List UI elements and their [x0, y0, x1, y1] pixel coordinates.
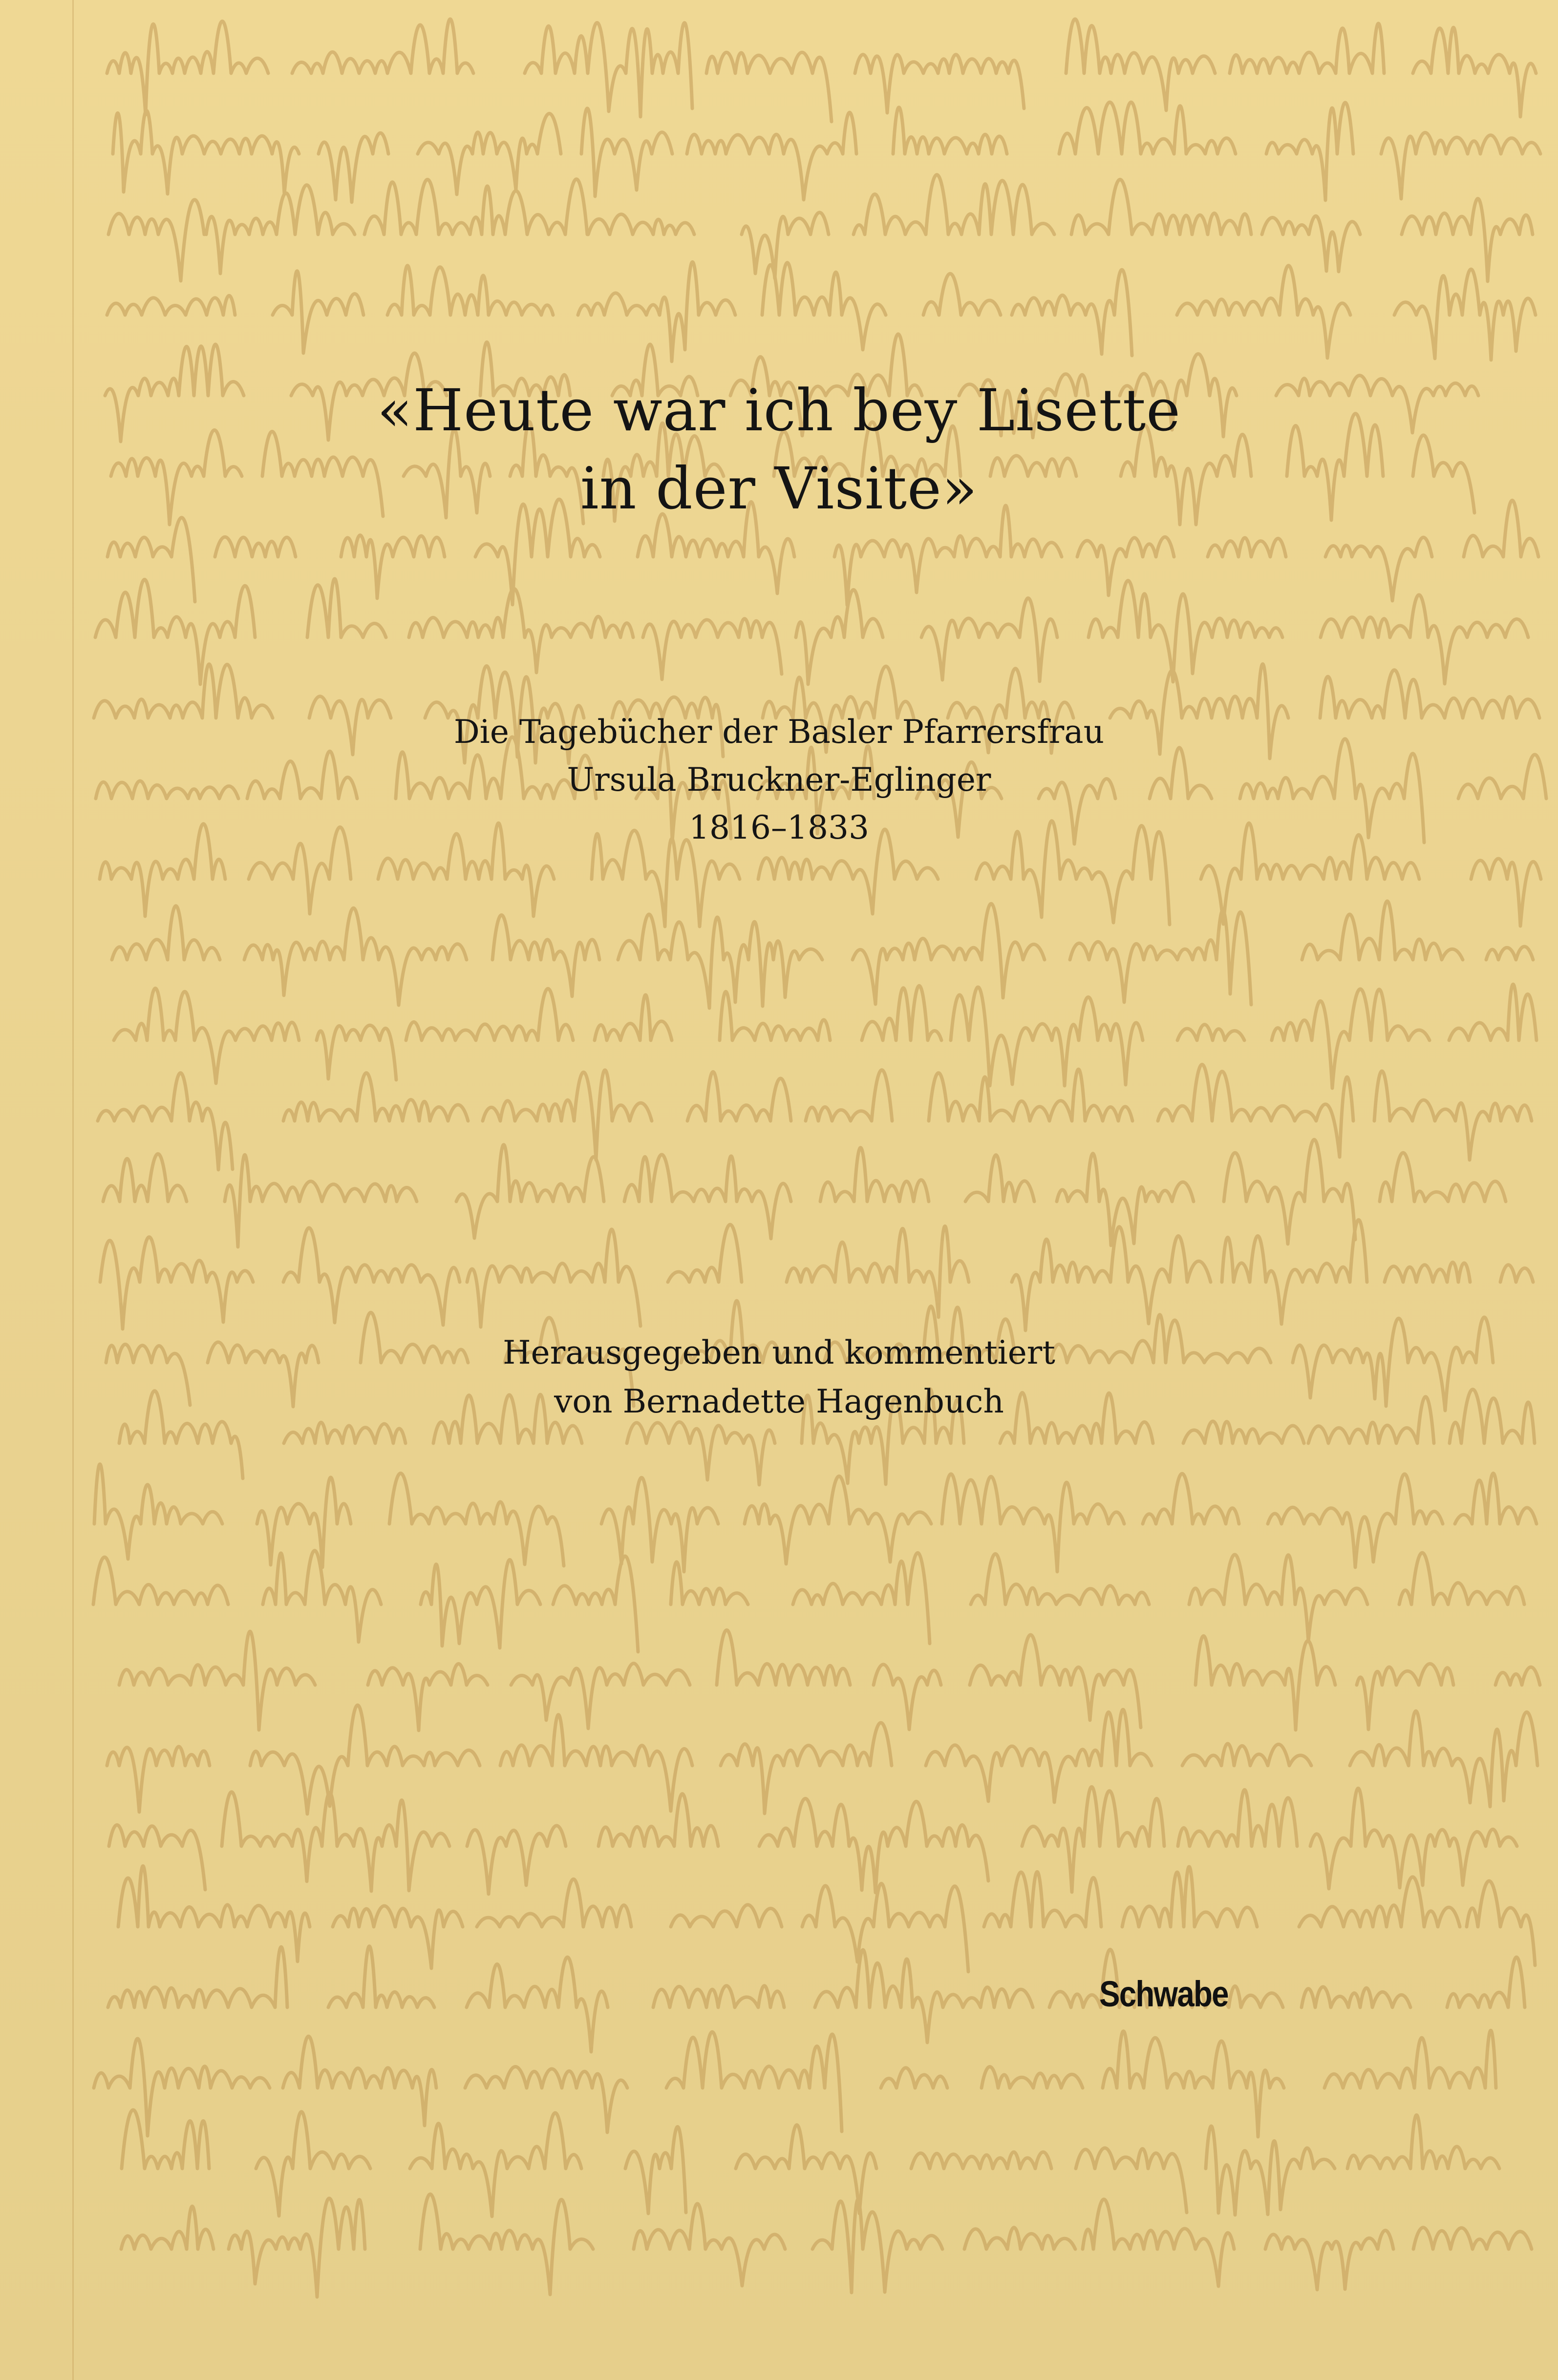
script-stroke	[634, 2204, 785, 2286]
script-stroke	[333, 1906, 463, 1968]
script-stroke	[244, 908, 467, 1005]
publisher-logo: Schwabe	[1099, 1974, 1228, 2014]
script-stroke	[893, 107, 1007, 154]
subtitle-years: 1816–1833	[689, 809, 869, 846]
script-stroke	[1402, 199, 1533, 281]
script-stroke	[283, 1228, 460, 1325]
script-stroke	[951, 987, 1143, 1086]
script-stroke	[511, 1664, 690, 1728]
script-stroke	[964, 2228, 1075, 2249]
script-stroke	[1394, 269, 1536, 360]
script-stroke	[853, 904, 1045, 1004]
script-stroke	[307, 579, 386, 637]
script-stroke	[553, 1556, 638, 1652]
script-stroke	[1449, 984, 1537, 1040]
subtitle-line: Die Tagebücher der Basler Pfarrersfrau	[453, 713, 1105, 751]
script-stroke	[364, 179, 587, 234]
script-stroke	[387, 266, 553, 315]
subtitle-line: Ursula Bruckner-Eglinger	[567, 761, 991, 799]
script-stroke	[328, 1946, 434, 2007]
script-stroke	[911, 2152, 1051, 2169]
script-stroke	[668, 1224, 742, 1282]
script-stroke	[98, 1073, 233, 1170]
script-stroke	[1413, 2228, 1532, 2249]
script-stroke	[1500, 1265, 1533, 1282]
script-stroke	[341, 535, 445, 598]
script-stroke	[1083, 2199, 1234, 2286]
title-line: «Heute war ich bey Lisette	[377, 377, 1181, 444]
script-stroke	[1206, 2126, 1335, 2215]
script-stroke	[929, 1069, 1132, 1121]
script-stroke	[121, 2206, 213, 2249]
script-stroke	[225, 1155, 417, 1247]
script-stroke	[215, 537, 296, 557]
script-stroke	[1012, 270, 1132, 356]
script-stroke	[1222, 1220, 1367, 1325]
script-stroke	[406, 989, 573, 1040]
script-stroke	[1350, 1711, 1537, 1807]
script-stroke	[1262, 216, 1360, 272]
script-stroke	[1103, 2031, 1284, 2137]
script-stroke	[107, 21, 268, 115]
script-stroke	[100, 1237, 253, 1329]
script-stroke	[103, 1154, 187, 1202]
script-stroke	[107, 1747, 210, 1812]
script-stroke	[874, 1664, 941, 1729]
script-stroke	[984, 1872, 1101, 1927]
script-stroke	[618, 914, 822, 1008]
script-stroke	[1447, 1957, 1525, 2007]
script-stroke	[1059, 102, 1236, 154]
script-stroke	[971, 1554, 1149, 1605]
script-stroke	[1385, 1263, 1470, 1283]
script-stroke	[736, 2125, 876, 2213]
script-stroke	[1182, 1744, 1311, 1766]
script-stroke	[206, 185, 355, 274]
script-stroke	[1208, 538, 1286, 557]
script-stroke	[625, 2127, 686, 2213]
script-stroke	[1266, 103, 1353, 200]
script-stroke	[1380, 1153, 1506, 1201]
script-stroke	[965, 1155, 1034, 1201]
script-stroke	[483, 1070, 652, 1160]
script-stroke	[1195, 1636, 1335, 1730]
script-stroke	[1143, 1474, 1239, 1524]
editor-line: von Bernadette Hagenbuch	[554, 1383, 1004, 1420]
script-stroke	[1177, 266, 1350, 358]
script-stroke	[477, 1879, 631, 1927]
script-stroke	[1455, 1474, 1537, 1524]
script-stroke	[319, 133, 388, 202]
script-stroke	[653, 1986, 784, 2007]
script-stroke	[257, 1477, 351, 1567]
script-stroke	[1399, 1553, 1524, 1604]
script-stroke	[793, 1553, 930, 1643]
script-stroke	[806, 1070, 892, 1121]
script-stroke	[578, 262, 735, 361]
script-stroke	[762, 263, 886, 350]
script-stroke	[1071, 180, 1251, 235]
script-stroke	[1178, 1790, 1297, 1847]
script-stroke	[1299, 1877, 1460, 1927]
book-subtitle	[0, 708, 1558, 852]
script-stroke	[1177, 1025, 1244, 1040]
script-stroke	[1347, 2115, 1499, 2169]
script-stroke	[93, 1557, 228, 1604]
script-stroke	[643, 619, 782, 679]
script-stroke	[409, 589, 633, 673]
script-stroke	[671, 1905, 782, 1927]
script-stroke	[107, 295, 235, 315]
script-stroke	[601, 1477, 718, 1572]
margin-rule	[72, 0, 74, 2380]
script-stroke	[1268, 1474, 1443, 1567]
script-stroke	[1066, 19, 1215, 110]
editor-line: Herausgegeben und kommentiert	[503, 1334, 1055, 1371]
script-stroke	[598, 1794, 718, 1846]
script-stroke	[1189, 1555, 1367, 1642]
script-stroke	[787, 1226, 969, 1317]
script-stroke	[1324, 2030, 1496, 2088]
script-stroke	[759, 1799, 988, 1893]
script-stroke	[525, 22, 692, 117]
script-stroke	[1467, 1881, 1535, 1965]
script-stroke	[717, 1630, 850, 1685]
script-stroke	[854, 175, 1054, 234]
script-stroke	[706, 52, 832, 122]
script-stroke	[119, 1631, 315, 1730]
script-stroke	[921, 598, 1057, 681]
script-stroke	[250, 1705, 480, 1814]
script-stroke	[1471, 859, 1541, 926]
script-stroke	[273, 271, 363, 353]
script-stroke	[796, 590, 883, 685]
script-stroke	[815, 1950, 1033, 2043]
script-stroke	[1302, 901, 1463, 960]
script-stroke	[802, 1884, 968, 1972]
script-stroke	[687, 1072, 791, 1121]
script-stroke	[624, 1155, 791, 1239]
script-stroke	[122, 2110, 209, 2169]
script-stroke	[114, 989, 299, 1084]
script-stroke	[222, 1792, 449, 1891]
script-stroke	[982, 2067, 1083, 2088]
script-stroke	[1381, 133, 1540, 199]
script-stroke	[1230, 23, 1384, 73]
script-stroke	[456, 1145, 604, 1238]
script-stroke	[1495, 1667, 1540, 1685]
script-stroke	[595, 995, 672, 1040]
script-stroke	[492, 915, 599, 997]
script-stroke	[745, 1476, 931, 1564]
script-stroke	[1088, 581, 1282, 682]
script-stroke	[1158, 1065, 1353, 1158]
script-stroke	[581, 108, 672, 196]
script-stroke	[94, 1464, 222, 1559]
script-stroke	[467, 1957, 608, 2052]
script-stroke	[1374, 1071, 1532, 1160]
script-stroke	[112, 906, 220, 960]
script-stroke	[1265, 2231, 1393, 2290]
script-stroke	[500, 1715, 692, 1811]
script-stroke	[465, 2067, 627, 2133]
script-stroke	[368, 1664, 488, 1731]
title-line: in der Visite»	[580, 455, 978, 522]
script-stroke	[467, 1229, 640, 1327]
script-stroke	[942, 1474, 1124, 1572]
book-title	[0, 371, 1558, 527]
script-stroke	[666, 2032, 842, 2131]
script-stroke	[1272, 989, 1430, 1088]
script-stroke	[108, 1947, 287, 2007]
script-stroke	[467, 1826, 566, 1894]
script-stroke	[107, 518, 195, 602]
script-stroke	[1122, 1867, 1257, 1927]
script-stroke	[108, 200, 204, 281]
script-stroke	[317, 1025, 396, 1080]
script-stroke	[812, 2200, 942, 2293]
script-stroke	[588, 214, 694, 234]
script-stroke	[1302, 1987, 1410, 2007]
script-stroke	[1413, 27, 1536, 117]
script-stroke	[283, 1073, 468, 1121]
script-stroke	[256, 2112, 370, 2216]
script-stroke	[1310, 1789, 1517, 1889]
script-stroke	[292, 19, 473, 73]
script-stroke	[923, 274, 1001, 315]
script-stroke	[113, 111, 299, 194]
script-stroke	[229, 2198, 365, 2297]
script-stroke	[926, 1709, 1152, 1802]
script-stroke	[1357, 1664, 1453, 1730]
script-stroke	[109, 1825, 205, 1890]
script-stroke	[1057, 1154, 1194, 1245]
script-stroke	[855, 55, 1024, 113]
script-stroke	[421, 1560, 540, 1648]
script-stroke	[283, 2036, 436, 2126]
script-stroke	[418, 114, 561, 195]
script-stroke	[420, 2194, 593, 2295]
script-stroke	[627, 1422, 775, 1485]
script-stroke	[970, 1635, 1141, 1727]
script-stroke	[1325, 537, 1432, 601]
script-stroke	[1486, 947, 1533, 960]
script-stroke	[820, 1148, 929, 1201]
script-stroke	[1321, 595, 1528, 684]
script-stroke	[1224, 1139, 1355, 1244]
script-stroke	[94, 2039, 270, 2136]
script-stroke	[1076, 2148, 1187, 2212]
script-stroke	[881, 2068, 947, 2088]
editor-credit	[0, 1328, 1558, 1426]
script-stroke	[687, 112, 856, 200]
script-stroke	[389, 1474, 564, 1566]
